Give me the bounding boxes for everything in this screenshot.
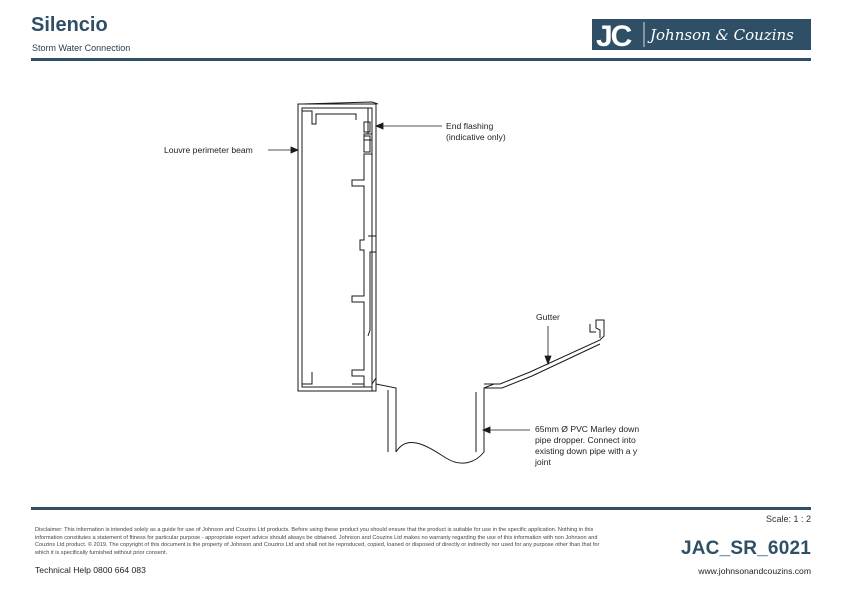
svg-text:Johnson & Couzins: Johnson & Couzins xyxy=(650,26,794,44)
website-link[interactable]: www.johnsonandcouzins.com xyxy=(698,566,811,576)
gutter-label: Gutter xyxy=(536,312,560,322)
gutter-leader xyxy=(545,326,551,364)
down-pipe-leader xyxy=(483,427,530,433)
footer-rule xyxy=(31,507,811,510)
svg-text:JC: JC xyxy=(596,20,631,50)
page-title: Silencio xyxy=(31,14,108,36)
drawing-number: JAC_SR_6021 xyxy=(680,538,811,559)
end-flashing-label: End flashing (indicative only) xyxy=(446,121,506,142)
scale-label: Scale: 1 : 2 xyxy=(765,514,811,524)
louvre-beam-leader xyxy=(268,147,298,153)
technical-help: Technical Help 0800 664 083 xyxy=(35,565,146,575)
gutter xyxy=(484,320,604,388)
end-flashing-leader xyxy=(376,123,442,129)
disclaimer-text: Disclaimer: This information is intended solely as a guide for use of Johnson and Couzins Ltd products. Before using these product you should ensure that the product is suitable for use in the specific application. Nothing in this information constitutes a statement of fitness for particular purpose - appropriate expert advice should always be obtained. Johnson and Couzins Ltd makes no warranty regarding the use of this information with non Johnson and Couzins Ltd product. © 2019. The copyright of this document is the property of Johnson and Couzins Ltd and shall not be reproduced, copied, loaned or disposed of directly or indirectly nor used for any purpose other than that for which it is specifically furnished without prior consent. xyxy=(35,527,600,556)
louvre-beam-label: Louvre perimeter beam xyxy=(164,145,253,155)
down-pipe-label: 65mm Ø PVC Marley down pipe dropper. Connect into existing down pipe with a y joint xyxy=(535,424,640,467)
page-subtitle: Storm Water Connection xyxy=(32,43,131,53)
down-pipe-dropper xyxy=(376,384,494,463)
